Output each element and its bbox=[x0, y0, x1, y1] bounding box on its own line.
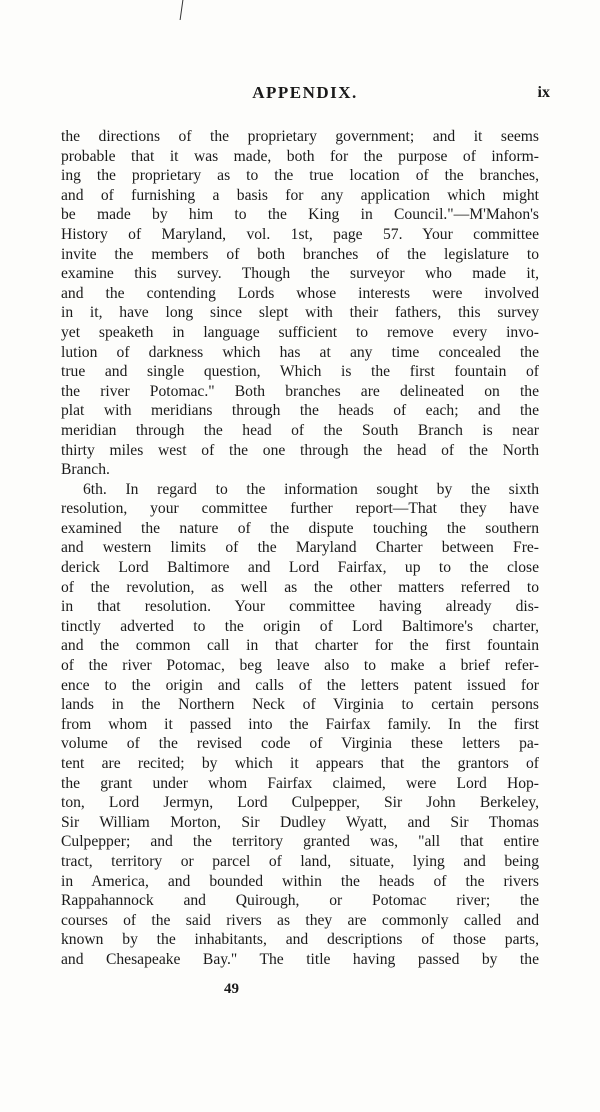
text-line: and the common call in that charter for the first fountain bbox=[61, 637, 539, 655]
text-line: ence to the origin and calls of the letters patent issued for bbox=[61, 676, 539, 694]
text-line: derick Lord Baltimore and Lord Fairfax, up to the close bbox=[61, 559, 539, 577]
text-line: courses of the said rivers as they are commonly called and bbox=[61, 911, 539, 929]
text-line: invite the members of both branches of the legislature to bbox=[61, 245, 539, 263]
text-line: be made by him to the King in Council."—M'Mahon's bbox=[61, 206, 539, 224]
text-line: Rappahannock and Quirough, or Potomac river; the bbox=[61, 892, 539, 910]
text-line: and the contending Lords whose interests were involved bbox=[61, 284, 539, 302]
text-line: and western limits of the Maryland Charter between Fre- bbox=[61, 539, 539, 557]
running-title: APPENDIX. bbox=[252, 83, 358, 102]
text-line: History of Maryland, vol. 1st, page 57. Your committee bbox=[61, 225, 539, 243]
text-line: tract, territory or parcel of land, situate, lying and being bbox=[61, 852, 539, 870]
text-line: examined the nature of the dispute touching the southern bbox=[61, 519, 539, 537]
text-line: of the river Potomac, beg leave also to make a brief refer- bbox=[61, 657, 539, 675]
text-line: probable that it was made, both for the purpose of inform- bbox=[61, 147, 539, 165]
text-line: ing the proprietary as to the true location of the branches, bbox=[61, 167, 539, 185]
text-line: resolution, your committee further report—That they have bbox=[61, 500, 539, 518]
text-line: 6th. In regard to the information sought by the sixth bbox=[83, 480, 539, 498]
text-line: lution of darkness which has at any time concealed the bbox=[61, 343, 539, 361]
text-line: tinctly adverted to the origin of Lord Baltimore's charter, bbox=[61, 617, 539, 635]
text-line: and of furnishing a basis for any application which might bbox=[61, 186, 539, 204]
text-line: of the revolution, as well as the other matters referred to bbox=[61, 578, 539, 596]
text-line: plat with meridians through the heads of each; and the bbox=[61, 402, 539, 420]
text-line: volume of the revised code of Virginia these letters pa- bbox=[61, 735, 539, 753]
text-line: Branch. bbox=[61, 461, 110, 479]
text-line: Culpepper; and the territory granted was, "all that entire bbox=[61, 833, 539, 851]
text-line: from whom it passed into the Fairfax family. In the first bbox=[61, 715, 539, 733]
text-line: Sir William Morton, Sir Dudley Wyatt, and Sir Thomas bbox=[61, 813, 539, 831]
text-line: meridian through the head of the South Branch is near bbox=[61, 421, 539, 439]
text-line: examine this survey. Though the surveyor who made it, bbox=[61, 265, 539, 283]
text-line: lands in the Northern Neck of Virginia to certain persons bbox=[61, 696, 539, 714]
text-line: thirty miles west of the one through the head of the North bbox=[61, 441, 539, 459]
page-header bbox=[60, 80, 550, 106]
text-line: tent are recited; by which it appears that the grantors of bbox=[61, 755, 539, 772]
text-line: yet speaketh in language sufficient to remove every invo- bbox=[61, 323, 539, 341]
text-line: the directions of the proprietary government; and it seems bbox=[61, 128, 539, 145]
text-line: and Chesapeake Bay." The title having passed by the bbox=[61, 950, 539, 968]
text-line: in that resolution. Your committee having already dis- bbox=[61, 598, 539, 616]
text-line: in America, and bounded within the heads of the rivers bbox=[61, 872, 539, 890]
text-line: in it, have long since slept with their fathers, this survey bbox=[61, 304, 539, 322]
text-line: the grant under whom Fairfax claimed, were Lord Hop- bbox=[61, 774, 539, 792]
text-line: known by the inhabitants, and descriptions of those parts, bbox=[61, 931, 539, 949]
text-line: the river Potomac." Both branches are delineated on the bbox=[61, 382, 539, 400]
page-number: ix bbox=[537, 84, 550, 101]
signature-mark: 49 bbox=[224, 981, 239, 997]
ink-mark bbox=[180, 0, 187, 20]
body-text bbox=[61, 127, 539, 970]
text-line: ton, Lord Jermyn, Lord Culpepper, Sir John Berkeley, bbox=[61, 794, 539, 812]
text-line: true and single question, Which is the first fountain of bbox=[61, 363, 539, 381]
